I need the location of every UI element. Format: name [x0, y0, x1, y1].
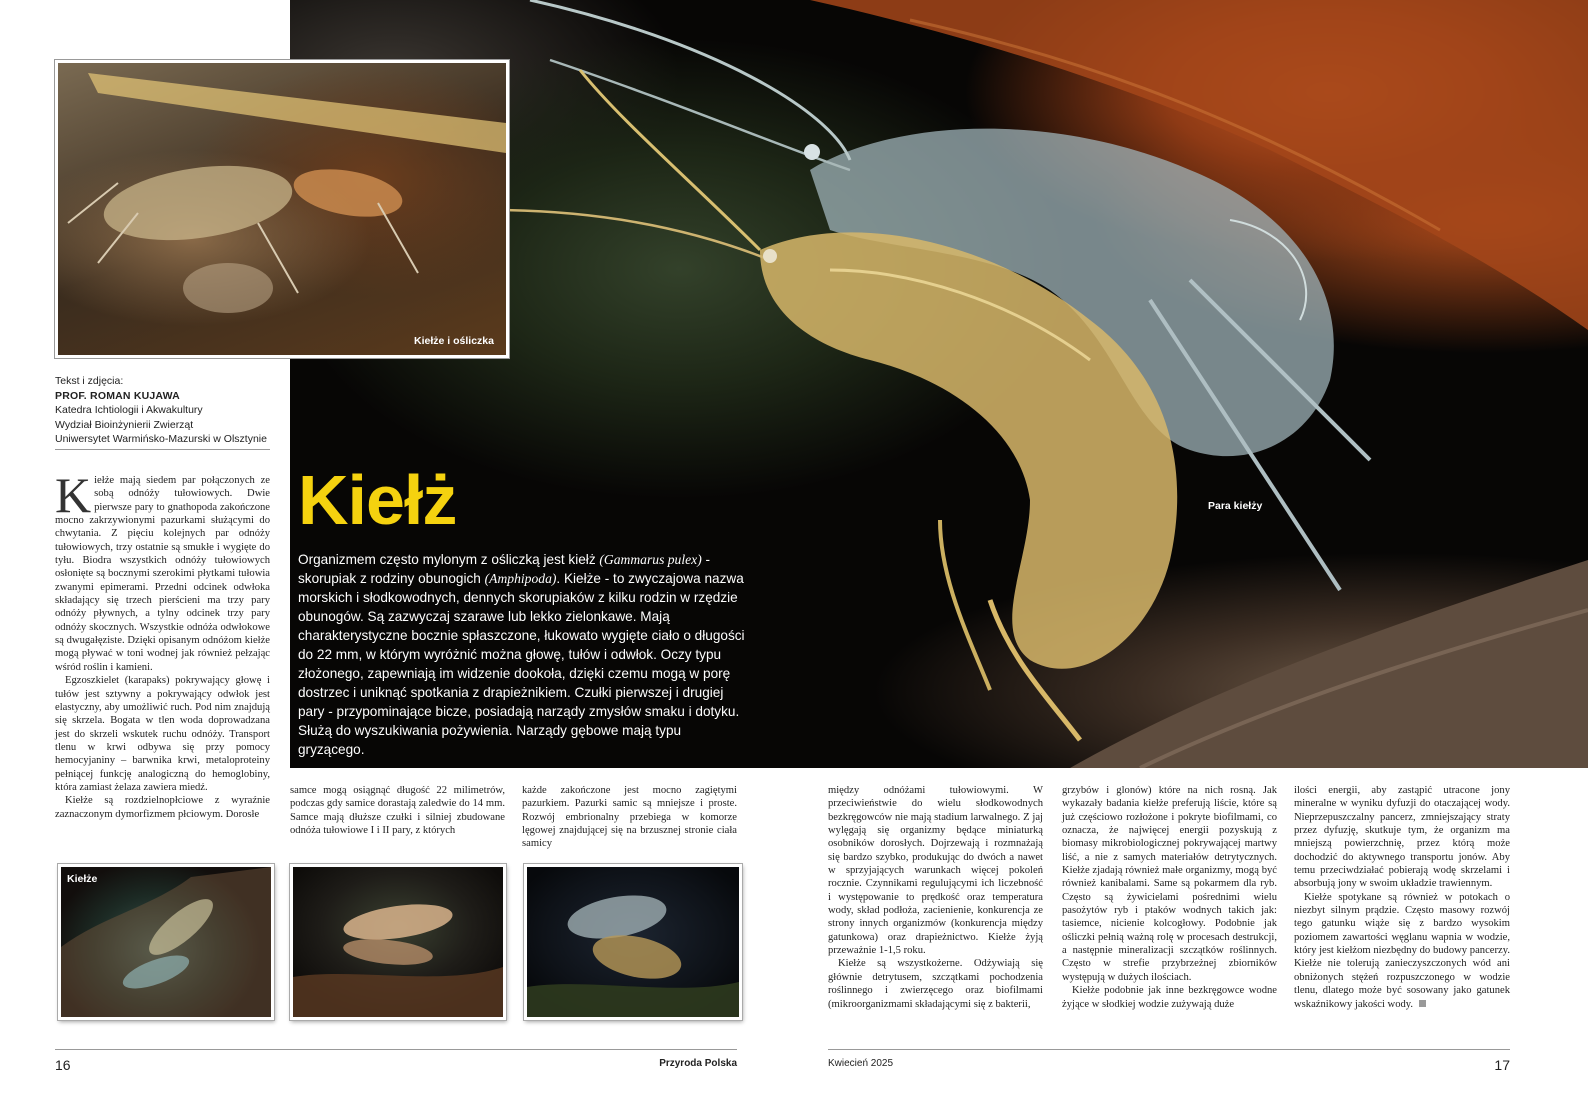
paragraph: ilości energii, aby zastąpić utracone jony mineralne w wyniku dyfuzji do otaczającej wody. Nieprzepuszczalny pancerz, zmniejszający straty przez dyfuzję, skutkuje tym, że organizm ma mniejszą powierzchnię, przez którą może dochodzić do aktywnego transportu jonów. Aby temu przeciwdziałać pobierają wodę skrzelami i absorbują jony w swoim układzie trawiennym. [1294, 785, 1510, 890]
paragraph: Kiełże podobnie jak inne bezkręgowce wodne żyjące w słodkiej wodzie zużywają duże [1062, 985, 1277, 1010]
footer-rule-right [828, 1049, 1510, 1050]
inset-caption: Kiełże i ośliczka [414, 335, 494, 347]
paragraph-text: Kiełże spotykane są również w potokach o niezbyt silnym prądzie. Często masowy rozwój tego gatunku wiąże się z bardzo wysokim poziomem zawartości węglanu wapnia w wodzie, który jest kiełżom niezbędny do budowy pancerzy. Kiełże nie tolerują zanieczyszczonych wód ani obniżonych stężeń rozpuszczonego w wodzie tlenu, dlatego może być sosowany jako gatunek wskaźnikowy jakości wody. [1294, 891, 1510, 1010]
body-column-1 [55, 467, 270, 821]
paragraph: Kiełże są wszystkożerne. Odżywiają się głównie detrytusem, szczątkami pochodzenia roślinnego i zwierzęcego oraz biofilmami (mikroorganizmami składającymi się z bakterii, [828, 958, 1043, 1010]
paragraph: samce mogą osiągnąć długość 22 milimetrów, podczas gdy samice dorastają zaledwie do 14 mm. Samce mają dłuższe czułki i silniej zbudowane odnóża tułowiowe I i II pary, z których [290, 785, 505, 837]
end-of-article-mark [1419, 1000, 1426, 1007]
lead-latin-2: (Amphipoda) [484, 571, 557, 586]
hero-caption: Para kiełży [1208, 500, 1263, 512]
article-title: Kiełż [298, 461, 457, 539]
photo-illustration [527, 867, 739, 1017]
photo-illustration [61, 867, 271, 1017]
paragraph: Kiełże są rozdzielnopłciowe z wyraźnie zaznaczonym dymorfizmem płciowym. Dorosłe [55, 795, 270, 820]
article-lead [298, 550, 748, 759]
page-number-right: 17 [1494, 1057, 1510, 1073]
small-photo-caption: Kiełże [67, 873, 98, 885]
paragraph [55, 467, 270, 674]
photo-amphipods-3 [524, 864, 742, 1020]
issue-date: Kwiecień 2025 [828, 1058, 894, 1069]
photo-amphipods-2 [290, 864, 506, 1020]
author-department: Katedra Ichtiologii i Akwakultury [55, 404, 203, 417]
body-column-5 [1062, 784, 1277, 1011]
paragraph: grzybów i glonów) które na nich rosną. Jak wykazały badania kiełże preferują liście, które są już częściowo rozłożone i pokryte biofilmami, co oznacza, że najwięcej energii pozyskują z biomasy mikrobiologicznej pokrywającej martwy liść, a nie z samych materiałów detrytycznych. Kiełże zjadają również małe organizmy, mogą być również kanibalami. Same są pokarmem dla ryb. Często są żywicielami pośrednimi wielu pasożytów ryb i ptaków wodnych takich jak: tasiemce, nicienie kolcogłowy. Podobnie jak ośliczki pełnią ważną rolę w procesach destrukcji, a następnie mineralizacji szczątków roślinnych. Często w strefie przybrzeżnej zbiorników występują w dużych ilościach. [1062, 785, 1277, 983]
magazine-name: Przyroda Polska [659, 1058, 737, 1069]
paragraph: między odnóżami tułowiowymi. W przeciwieństwie do wielu słodkowodnych bezkręgowców nie mają stadium larwalnego. Z jaj wylęgają się organizmy będące miniaturką osobników dorosłych. Dojrzewają i rozmnażają się bardzo szybko, produkując do dwóch a nawet w sprzyjających warunkach więcej pokoleń rocznie. Czynnikami regulującymi ich liczebność i występowanie to prędkość oraz temperatura wody, skład podłoża, zacienienie, konkurencja ze strony innych organizmów (konkurencja między gatunkowa) oraz drapieżnictwo. Kiełże żyją przeważnie 1-1,5 roku. [828, 785, 1043, 957]
body-column-3 [522, 784, 737, 851]
inset-photo-amphipods-and-isopod [55, 60, 509, 358]
paragraph: każde zakończone jest mocno zagiętymi pazurkiem. Pazurki samic są mniejsze i proste. Rozwój embrionalny przebiega w komorze lęgowej znajdującej się na brzusznej stronie ciała samicy [522, 785, 737, 850]
paragraph-text: iełże mają siedem par połączonych ze sobą odnóży tułowiowych. Dwie pierwsze pary to gnathopoda zakończone mocno zakrzywionymi pazurkami służącymi do chwytania. Z pięciu kolejnych par odnóży tułowiowych, trzy ostatnie są smukłe i wygięte do tyłu. Biodra wszystkich odnóży tułowiowych osłonięte są bocznymi szerokimi płytkami tułowia zwanymi epimerami. Przedni odcinek odwłoka składający się trzech pierścieni ma trzy pary odnóży pływnych, a tylny odcinek trzy pary odnóży skocznych. Wszystkie odnóża odwłokowe są dwugałęziste. Dzięki opisanym odnóżom kiełże mogą pływać w toni wodnej jak również pełzając wśród roślin i kamieni. [55, 475, 270, 673]
author-university: Uniwersytet Warmińsko-Mazurski w Olsztynie [55, 433, 267, 446]
body-column-6 [1294, 784, 1510, 1011]
lead-latin-1: (Gammarus pulex) [599, 552, 702, 567]
author-name: PROF. ROMAN KUJAWA [55, 389, 180, 402]
body-column-4 [828, 784, 1043, 1011]
photo-amphipods-1 [58, 864, 274, 1020]
paragraph: Egzoszkielet (karapaks) pokrywający głowę i tułów jest sztywny a pokrywający odwłok jest elastyczny, aby umożliwić ruch. Pod nim znajdują się skrzela. Bogata w tlen woda doprowadzana jest do skrzeli wskutek ruchu odnóży. Transport tlenu w krwi odbywa się przy pomocy hemocyjaniny – barwnika krwi, metaloproteiny pełniącej funkcję analogiczną do hemoglobiny, która zamiast żelaza zawiera miedź. [55, 675, 270, 793]
paragraph [1294, 891, 1510, 1011]
author-faculty: Wydział Bioinżynierii Zwierząt [55, 418, 194, 431]
page-number-left: 16 [55, 1057, 71, 1073]
photo-illustration [293, 867, 503, 1017]
body-column-2 [290, 784, 505, 837]
inset-illustration [58, 63, 506, 355]
drop-cap: K [55, 467, 92, 523]
lead-text-2: - skorupiak z rodziny obunogich [298, 552, 711, 586]
author-credits [55, 374, 270, 450]
lead-text-1: Organizmem często mylonym z ośliczką jest kiełż [298, 552, 600, 567]
footer-rule-left [55, 1049, 737, 1050]
credits-label: Tekst i zdjęcia: [55, 375, 124, 387]
lead-text-3: . Kiełże - to zwyczajowa nazwa morskich i słodkowodnych, dennych skorupiaków z kilku rodzin w rzędzie obunogów. Są zazwyczaj szarawe lub lekko zielonkawe. Mają charakterystyczne bocznie spłaszczone, łukowato wygięte ciało o długości do 22 mm, w którym wyróżnić można głowę, tułów i odwłok. Oczy typu złożonego, zapewniają im widzenie dookoła, dzięki czemu mogą w porę dostrzec i uniknąć spotkania z drapieżnikiem. Czułki pierwszej i drugiej pary - przypominające bicze, posiadają narządy zmysłów smaku i dotyku. Służą do wyszukiwania pożywienia. Narządy gębowe mają typu gryzącego. [298, 571, 745, 757]
